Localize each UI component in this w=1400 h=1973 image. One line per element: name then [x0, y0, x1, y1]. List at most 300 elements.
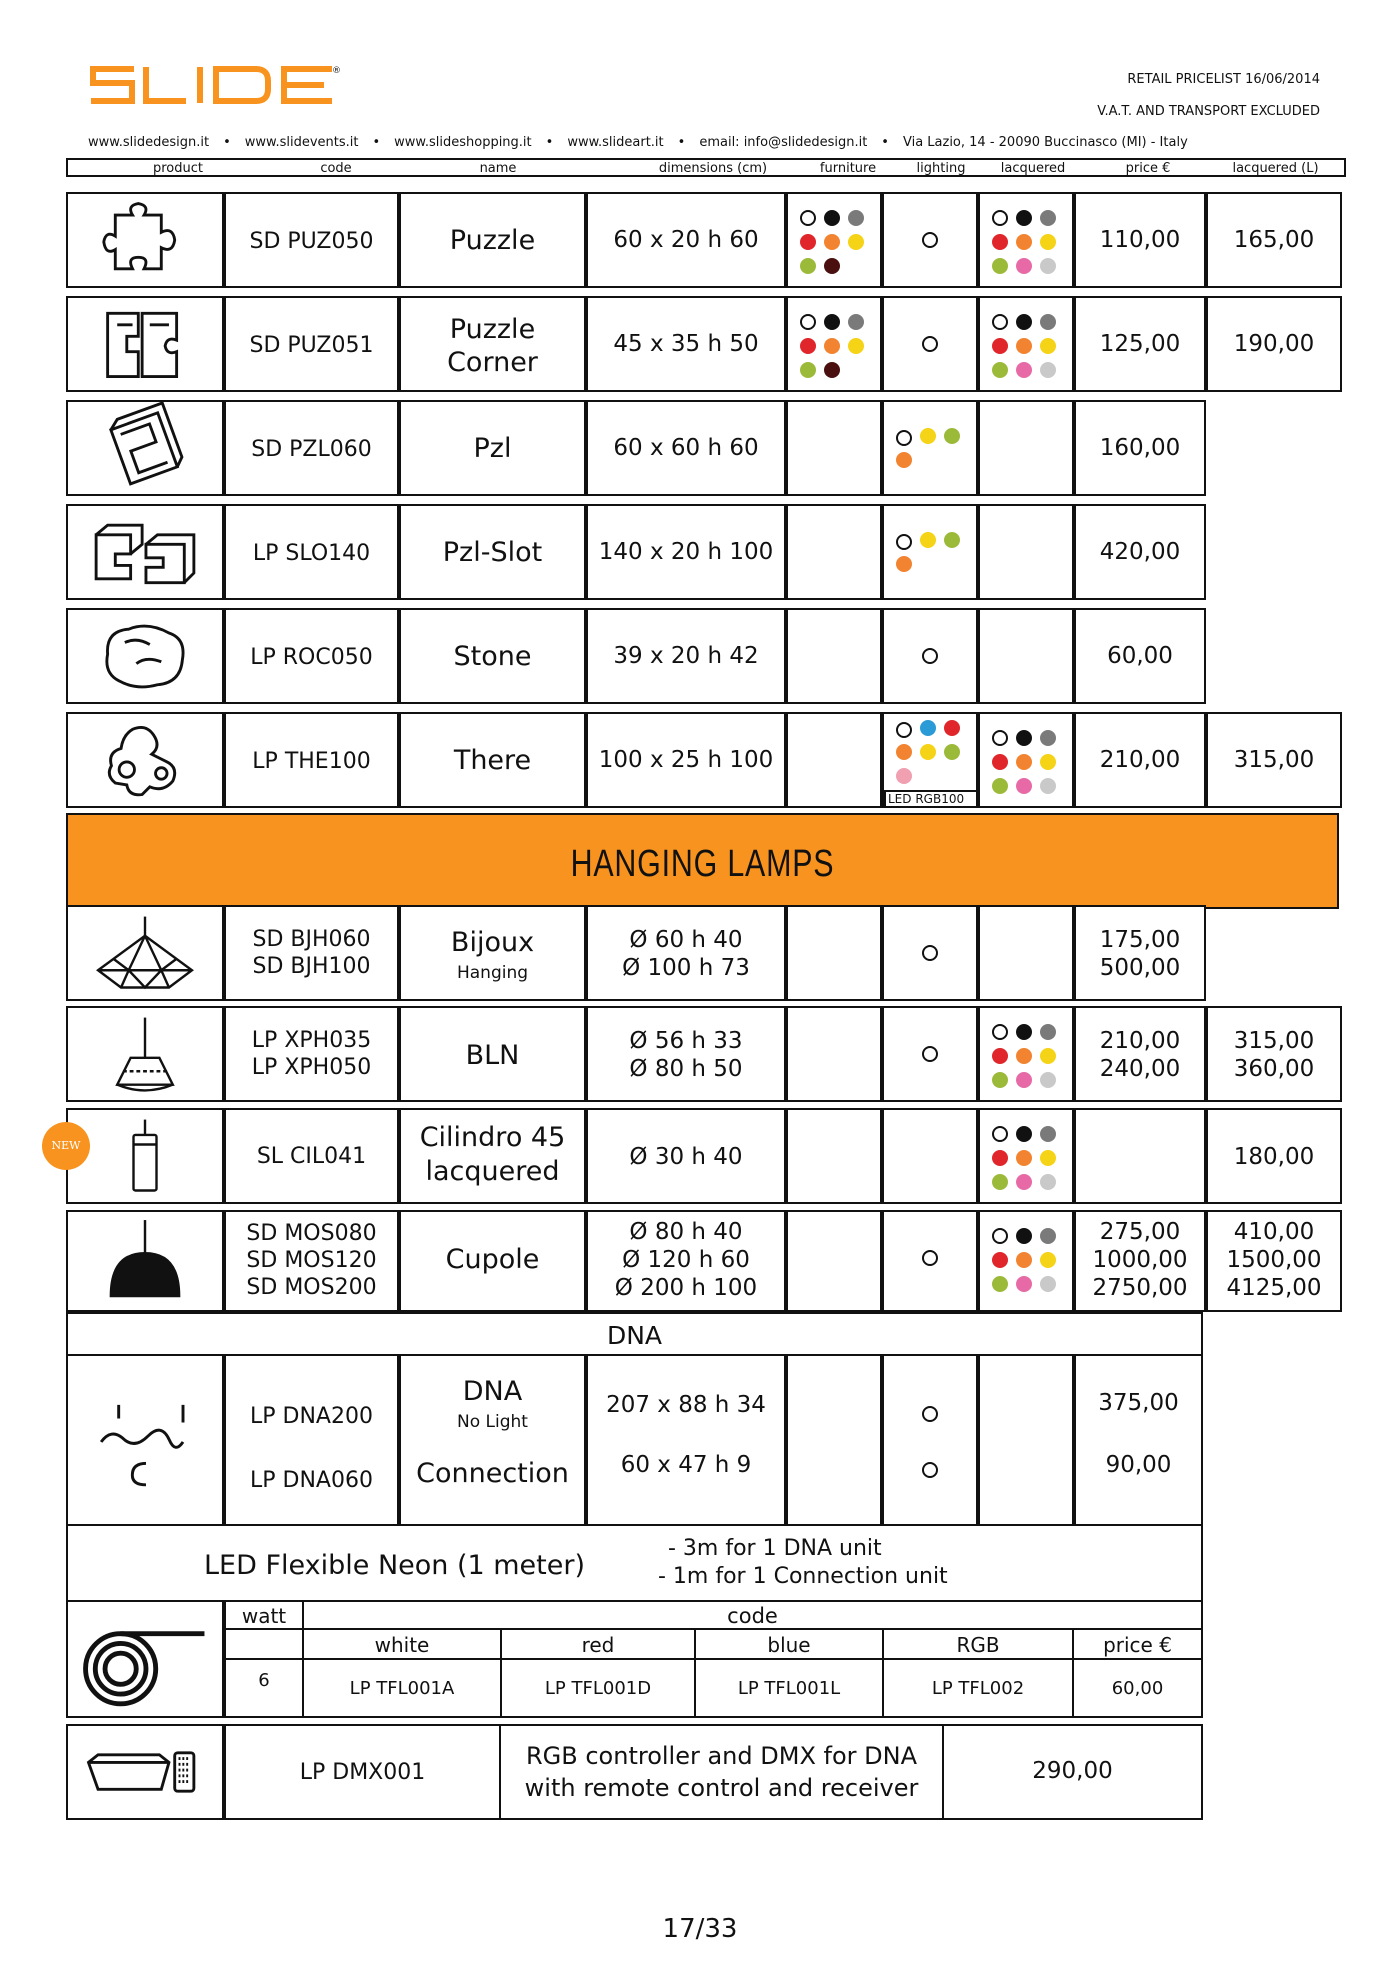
red-swatch	[992, 1048, 1008, 1064]
orange-swatch	[824, 338, 840, 354]
name-cell	[399, 504, 586, 600]
yellow-swatch	[1040, 234, 1056, 250]
unlit-swatch	[922, 1462, 938, 1478]
pricelist-title: RETAIL PRICELIST 16/06/2014	[1127, 72, 1320, 87]
product-name: DNA	[462, 1376, 523, 1407]
price: 160,00	[1099, 435, 1181, 461]
dimensions: Ø 30 h 40	[629, 1144, 743, 1170]
dimensions-cell	[586, 296, 786, 392]
green-light-swatch	[944, 744, 960, 760]
product-code: LP SLO140	[252, 541, 371, 566]
lacquered-cell	[978, 192, 1074, 288]
dna-icon	[68, 1356, 222, 1524]
grey-swatch	[1040, 1024, 1056, 1040]
white-swatch	[992, 1024, 1008, 1040]
orange-swatch	[1016, 754, 1032, 770]
price-cell	[1074, 400, 1206, 496]
neon-note: - 1m for 1 Connection unit	[658, 1564, 948, 1589]
lacquered-price: 1500,00	[1226, 1247, 1322, 1273]
name-cell	[399, 400, 586, 496]
price: 290,00	[1032, 1758, 1113, 1784]
green-swatch	[800, 362, 816, 378]
product-image-cell	[66, 400, 224, 496]
subheader-label: RGB	[956, 1633, 1000, 1657]
grey-swatch	[1040, 730, 1056, 746]
col-furniture: furniture	[819, 161, 877, 176]
lacquered-cell	[978, 296, 1074, 392]
subheader-rgb_h	[882, 1628, 1074, 1660]
link-slideshopping[interactable]: www.slideshopping.it	[394, 135, 532, 150]
brown-swatch	[824, 258, 840, 274]
lacquered-price: 410,00	[1233, 1219, 1315, 1245]
pink-light-swatch	[896, 768, 912, 784]
neon-description-bar	[66, 1524, 1203, 1602]
code-cell	[224, 712, 399, 808]
black-swatch	[1016, 1126, 1032, 1142]
neon-price: 60,00	[1111, 1678, 1164, 1699]
product-code: LP THE100	[252, 749, 371, 774]
lacquered-cell	[978, 608, 1074, 704]
price-cell	[1074, 296, 1206, 392]
lacquered-cell	[978, 905, 1074, 1001]
dimensions-cell	[586, 1354, 786, 1526]
price: 210,00	[1099, 747, 1181, 773]
pink-swatch	[1016, 1174, 1032, 1190]
price: 420,00	[1099, 539, 1181, 565]
price: 2750,00	[1092, 1275, 1188, 1301]
name-cell	[399, 1354, 586, 1526]
dimensions-cell	[586, 608, 786, 704]
price-cell	[1074, 712, 1206, 808]
product-code: LP ROC050	[250, 645, 373, 670]
dimensions-cell	[586, 712, 786, 808]
lighting-cell	[882, 1108, 978, 1204]
red-swatch	[992, 754, 1008, 770]
lamp-icon	[68, 907, 222, 999]
lighting-cell	[882, 1006, 978, 1102]
pink-swatch	[1016, 778, 1032, 794]
pink-swatch	[1016, 1276, 1032, 1292]
black-swatch	[1016, 1024, 1032, 1040]
furniture-cell	[786, 1210, 882, 1312]
neon-note: - 3m for 1 DNA unit	[668, 1536, 882, 1561]
price-cell	[1074, 1354, 1203, 1526]
price: 60,00	[1107, 643, 1173, 669]
dmx-code-cell	[224, 1724, 501, 1820]
subheader-label: red	[581, 1633, 615, 1657]
price-cell	[1074, 1210, 1206, 1312]
red-swatch	[800, 338, 816, 354]
furniture-cell	[786, 192, 882, 288]
unlit-swatch	[922, 1406, 938, 1422]
subheader-label: blue	[767, 1633, 811, 1657]
product-code: LP XPH050	[251, 1055, 372, 1080]
light-grey-swatch	[1040, 778, 1056, 794]
white-swatch	[800, 210, 816, 226]
col-dimensions: dimensions (cm)	[658, 161, 768, 176]
yellow-swatch	[1040, 338, 1056, 354]
dimensions: Ø 80 h 50	[629, 1056, 743, 1082]
dimensions-cell	[586, 400, 786, 496]
new-badge: NEW	[42, 1122, 90, 1170]
white-swatch	[992, 314, 1008, 330]
dna-title-bar	[66, 1312, 1203, 1356]
section-title: HANGING LAMPS	[570, 843, 835, 885]
dimensions-cell	[586, 504, 786, 600]
green-swatch	[992, 1276, 1008, 1292]
dimensions-cell	[586, 1108, 786, 1204]
yellow-light-swatch	[920, 532, 936, 548]
subheader-label: price €	[1103, 1633, 1172, 1657]
name-cell	[399, 1210, 586, 1312]
lighting-cell	[882, 400, 978, 496]
white-swatch	[992, 210, 1008, 226]
neon-watt-cell	[224, 1658, 304, 1718]
col-price: price €	[1125, 161, 1171, 176]
lamp-icon	[68, 1008, 222, 1100]
unlit-swatch	[922, 1046, 938, 1062]
col-name: name	[479, 161, 517, 176]
lacquered-cell	[978, 1354, 1074, 1526]
lighting-cell	[882, 192, 978, 288]
product-name: Cupole	[445, 1244, 540, 1275]
dimensions: 39 x 20 h 42	[613, 643, 759, 669]
yellow-swatch	[1040, 1252, 1056, 1268]
price: 375,00	[1098, 1390, 1179, 1416]
product-name: Puzzle	[449, 225, 536, 256]
orange-light-swatch	[896, 452, 912, 468]
lighting-cell	[882, 1354, 978, 1526]
green-light-swatch	[944, 532, 960, 548]
dimensions: 45 x 35 h 50	[613, 331, 759, 357]
price-cell	[1074, 1006, 1206, 1102]
product-code: SL CIL041	[256, 1144, 367, 1169]
grey-swatch	[1040, 210, 1056, 226]
grey-swatch	[1040, 314, 1056, 330]
product-icon	[68, 194, 222, 286]
orange-swatch	[824, 234, 840, 250]
product-icon	[68, 506, 222, 598]
green-swatch	[992, 362, 1008, 378]
code-cell	[224, 1006, 399, 1102]
price: 90,00	[1105, 1452, 1172, 1478]
neon-white-cell	[302, 1658, 502, 1718]
code-cell	[224, 905, 399, 1001]
product-subname: Hanging	[456, 963, 529, 983]
product-name: Stone	[453, 641, 532, 672]
neon-title: LED Flexible Neon (1 meter)	[203, 1550, 586, 1581]
unlit-swatch	[922, 648, 938, 664]
furniture-cell	[786, 712, 882, 808]
product-name: Puzzle	[449, 314, 536, 345]
product-image-cell	[66, 192, 224, 288]
product-code: LP DMX001	[299, 1760, 426, 1785]
orange-light-swatch	[896, 744, 912, 760]
furniture-cell	[786, 608, 882, 704]
name-cell	[399, 608, 586, 704]
contact-links: www.slidedesign.it • www.slidevents.it • www.slideshopping.it • www.slideart.it • email: info@slidedesign.it • Via Lazio, 14 - 20090 Buccinasco (MI) - Italy	[88, 135, 1188, 150]
neon-rgb-cell	[882, 1658, 1074, 1718]
lacquered-cell	[978, 1108, 1074, 1204]
lacquered-price: 165,00	[1233, 227, 1315, 253]
product-image-cell	[66, 608, 224, 704]
code-cell	[224, 1210, 399, 1312]
price-cell	[1074, 192, 1206, 288]
page-number: 17/33	[662, 1914, 738, 1944]
light-grey-swatch	[1040, 1072, 1056, 1088]
furniture-cell	[786, 1354, 882, 1526]
code-cell	[224, 296, 399, 392]
code-cell	[224, 400, 399, 496]
link-slidedesign[interactable]: www.slidedesign.it	[88, 135, 210, 150]
red-swatch	[992, 1252, 1008, 1268]
lighting-cell	[882, 1210, 978, 1312]
subheader-price_h	[1072, 1628, 1203, 1660]
code-cell	[224, 192, 399, 288]
yellow-swatch	[1040, 1150, 1056, 1166]
green-swatch	[992, 1174, 1008, 1190]
address: Via Lazio, 14 - 20090 Buccinasco (MI) - Italy	[902, 135, 1188, 150]
lacquered-price: 180,00	[1233, 1144, 1315, 1170]
unlit-swatch	[922, 1250, 938, 1266]
lacquered-price: 190,00	[1233, 331, 1315, 357]
grey-swatch	[848, 210, 864, 226]
neon-coil-icon	[68, 1602, 222, 1716]
lighting-cell	[882, 608, 978, 704]
product-name: There	[453, 745, 532, 776]
lacquered-price-cell	[1206, 1210, 1342, 1312]
code-cell	[224, 608, 399, 704]
dimensions: Ø 56 h 33	[629, 1028, 743, 1054]
product-code: SD MOS120	[246, 1248, 377, 1273]
light-grey-swatch	[1040, 1174, 1056, 1190]
slide-logo	[88, 64, 338, 106]
name-cell	[399, 712, 586, 808]
product-image-cell	[66, 905, 224, 1001]
lamp-icon	[68, 1212, 222, 1310]
neon-blue-cell	[694, 1658, 884, 1718]
col-product: product	[152, 161, 203, 176]
orange-swatch	[1016, 1048, 1032, 1064]
product-code: SD PUZ051	[249, 333, 374, 358]
product-image-cell	[66, 1210, 224, 1312]
yellow-swatch	[848, 234, 864, 250]
product-code: SD PUZ050	[249, 229, 374, 254]
price: 275,00	[1099, 1219, 1181, 1245]
unlit-swatch	[922, 232, 938, 248]
subheader-white_h	[302, 1628, 502, 1660]
dmx-image-cell	[66, 1724, 224, 1820]
grey-swatch	[1040, 1126, 1056, 1142]
furniture-cell	[786, 905, 882, 1001]
product-code: SD BJH100	[252, 954, 371, 979]
code-label: code	[727, 1604, 778, 1628]
lacquered-price-cell	[1206, 712, 1342, 808]
neon-red-cell	[500, 1658, 696, 1718]
lacquered-cell	[978, 1006, 1074, 1102]
col-price-lacquered: lacquered (L)	[1232, 161, 1319, 176]
white-swatch	[992, 1126, 1008, 1142]
brown-swatch	[824, 362, 840, 378]
red-swatch	[992, 338, 1008, 354]
lighting-cell	[882, 296, 978, 392]
green-swatch	[992, 258, 1008, 274]
code-cell	[224, 1108, 399, 1204]
product-name: BLN	[465, 1040, 520, 1071]
yellow-swatch	[848, 338, 864, 354]
product-image-cell	[66, 504, 224, 600]
product-icon	[68, 298, 222, 390]
price-cell	[1074, 608, 1206, 704]
unlit-swatch	[922, 336, 938, 352]
product-name: Pzl	[473, 433, 512, 464]
orange-swatch	[1016, 1252, 1032, 1268]
unlit-swatch	[896, 534, 912, 550]
orange-swatch	[1016, 338, 1032, 354]
lacquered-cell	[978, 712, 1074, 808]
col-code: code	[320, 161, 352, 176]
blue-light-swatch	[920, 720, 936, 736]
dmx-description-cell	[499, 1724, 944, 1820]
dimensions: Ø 60 h 40	[629, 927, 743, 953]
furniture-cell	[786, 296, 882, 392]
black-swatch	[1016, 730, 1032, 746]
product-code: LP DNA060	[250, 1468, 373, 1493]
neon-red: LP TFL001D	[544, 1678, 652, 1699]
dimensions: 207 x 88 h 34	[606, 1392, 766, 1418]
dna-title: DNA	[606, 1321, 663, 1350]
blank-cell	[224, 1628, 304, 1660]
product-name: Bijoux	[450, 927, 535, 958]
product-name: lacquered	[425, 1156, 560, 1187]
orange-swatch	[1016, 234, 1032, 250]
white-swatch	[992, 1228, 1008, 1244]
price: 125,00	[1099, 331, 1181, 357]
red-swatch	[992, 1150, 1008, 1166]
email-link[interactable]: email: info@slidedesign.it	[699, 135, 868, 150]
lamp-icon	[68, 1110, 222, 1202]
link-slidevents[interactable]: www.slidevents.it	[244, 135, 359, 150]
subheader-label: white	[374, 1633, 430, 1657]
light-grey-swatch	[1040, 1276, 1056, 1292]
yellow-light-swatch	[920, 744, 936, 760]
light-grey-swatch	[1040, 258, 1056, 274]
product-subname: No Light	[457, 1412, 528, 1432]
lacquered-price-cell	[1206, 192, 1342, 288]
dimensions: 60 x 60 h 60	[613, 435, 759, 461]
link-slideart[interactable]: www.slideart.it	[567, 135, 664, 150]
green-swatch	[992, 778, 1008, 794]
price: 110,00	[1099, 227, 1181, 253]
watt-label: watt	[241, 1604, 287, 1628]
product-name: Connection	[416, 1458, 569, 1489]
furniture-cell	[786, 400, 882, 496]
white-swatch	[992, 730, 1008, 746]
product-code: LP DNA200	[250, 1404, 373, 1429]
lighting-cell	[882, 504, 978, 600]
subheader-blue_h	[694, 1628, 884, 1660]
neon-white: LP TFL001A	[349, 1678, 455, 1699]
black-swatch	[824, 314, 840, 330]
vat-note: V.A.T. AND TRANSPORT EXCLUDED	[1097, 104, 1320, 119]
product-image-cell	[66, 712, 224, 808]
black-swatch	[824, 210, 840, 226]
product-image-cell	[66, 296, 224, 392]
pink-swatch	[1016, 1072, 1032, 1088]
lacquered-cell	[978, 400, 1074, 496]
neon-watt: 6	[258, 1670, 270, 1691]
name-cell	[399, 192, 586, 288]
dimensions: 100 x 25 h 100	[598, 747, 774, 773]
product-image-cell	[66, 1354, 224, 1526]
dimensions-cell	[586, 905, 786, 1001]
lacquered-price: 315,00	[1233, 1028, 1315, 1054]
black-swatch	[1016, 1228, 1032, 1244]
product-code: SD BJH060	[252, 927, 371, 952]
led-rgb-label: LED RGB100	[884, 790, 978, 808]
price: 210,00	[1099, 1028, 1181, 1054]
product-icon	[68, 610, 222, 702]
green-light-swatch	[944, 428, 960, 444]
product-code: SD MOS200	[246, 1275, 377, 1300]
lacquered-cell	[978, 1210, 1074, 1312]
code-cell	[224, 1354, 399, 1526]
product-code: SD PZL060	[251, 437, 372, 462]
pink-swatch	[1016, 258, 1032, 274]
dmx-description: with remote control and receiver	[524, 1774, 919, 1802]
green-swatch	[800, 258, 816, 274]
green-swatch	[992, 1072, 1008, 1088]
product-name: Cilindro 45	[419, 1122, 566, 1153]
dimensions-cell	[586, 192, 786, 288]
grey-swatch	[848, 314, 864, 330]
orange-swatch	[1016, 1150, 1032, 1166]
lacquered-price-cell	[1206, 1006, 1342, 1102]
product-image-cell	[66, 1006, 224, 1102]
price-cell	[1074, 504, 1206, 600]
dmx-controller-icon	[68, 1726, 222, 1818]
product-icon	[68, 714, 222, 806]
product-image-cell	[66, 1108, 224, 1204]
price: 500,00	[1099, 955, 1181, 981]
price: 1000,00	[1092, 1247, 1188, 1273]
dmx-price-cell	[942, 1724, 1203, 1820]
neon-price-cell	[1072, 1658, 1203, 1718]
yellow-swatch	[1040, 754, 1056, 770]
light-grey-swatch	[1040, 362, 1056, 378]
name-cell	[399, 1006, 586, 1102]
lighting-cell	[882, 905, 978, 1001]
lacquered-price: 315,00	[1233, 747, 1315, 773]
red-swatch	[992, 234, 1008, 250]
dimensions: Ø 120 h 60	[622, 1247, 750, 1273]
registered-mark: ®	[332, 66, 341, 76]
dimensions: 60 x 20 h 60	[613, 227, 759, 253]
furniture-cell	[786, 1006, 882, 1102]
subheader-red_h	[500, 1628, 696, 1660]
lacquered-price-cell	[1206, 1108, 1342, 1204]
unlit-swatch	[896, 430, 912, 446]
dimensions: Ø 200 h 100	[614, 1275, 758, 1301]
neon-image-cell	[66, 1600, 224, 1718]
dimensions: 60 x 47 h 9	[620, 1452, 752, 1478]
col-lacquered: lacquered	[1000, 161, 1066, 176]
product-icon	[68, 402, 222, 494]
col-lighting: lighting	[916, 161, 966, 176]
dimensions: Ø 80 h 40	[629, 1219, 743, 1245]
unlit-swatch	[896, 722, 912, 738]
name-cell	[399, 905, 586, 1001]
